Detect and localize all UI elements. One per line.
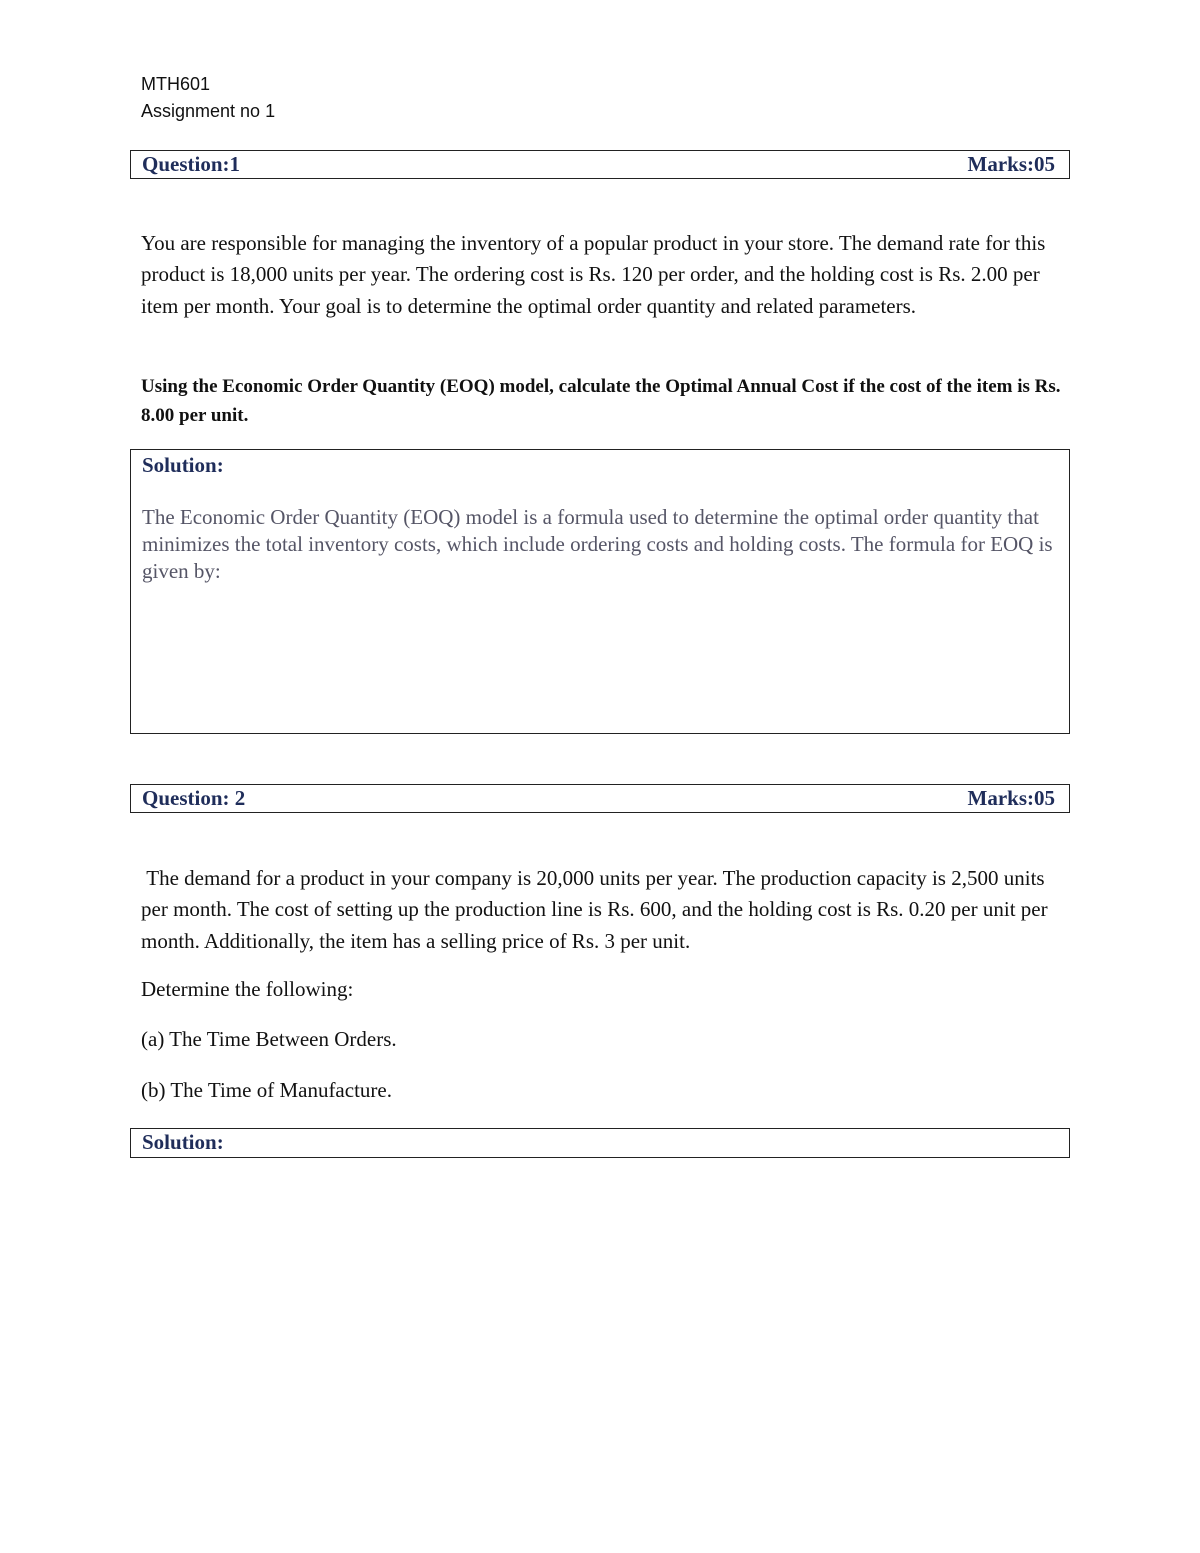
question-2-label: Question: 2	[142, 786, 246, 810]
question-1-text: You are responsible for managing the inventory of a popular product in your store. The demand rate for this product is 18,000 units per year. The ordering cost is Rs. 120 per order, and the holding cost is Rs. 2.00 per item per month. Your goal is to determine the optimal order quantity and related parameters.	[141, 231, 1046, 318]
question-2-header	[130, 784, 1070, 813]
question-1-solution-box	[130, 449, 1070, 734]
question-1-label: Question:1	[142, 152, 241, 176]
question-1-solution-text: The Economic Order Quantity (EOQ) model is a formula used to determine the optimal order quantity that minimizes the total inventory costs, which include ordering costs and holding costs. The formula for EOQ is given by:	[142, 505, 1053, 583]
question-2-prompt: Determine the following:	[141, 977, 354, 1001]
question-2-marks: Marks:05	[967, 786, 1055, 810]
question-1-solution-label: Solution:	[142, 453, 224, 477]
question-2-text: The demand for a product in your company is 20,000 units per year. The production capacity is 2,500 units per month. The cost of setting up the production line is Rs. 600, and the holding cost is Rs. 0.20 per unit per month. Additionally, the item has a selling price of Rs. 3 per unit.	[141, 866, 1053, 953]
course-code: MTH601	[141, 74, 211, 94]
question-2-solution-box	[130, 1128, 1070, 1158]
question-2-part-a: (a) The Time Between Orders.	[141, 1027, 397, 1051]
question-1-header	[130, 150, 1070, 179]
question-2-solution-label: Solution:	[142, 1130, 224, 1154]
question-1-marks: Marks:05	[967, 152, 1055, 176]
question-1-instruction: Using the Economic Order Quantity (EOQ) model, calculate the Optimal Annual Cost if the cost of the item is Rs. 8.00 per unit.	[141, 376, 1061, 426]
question-2-part-b: (b) The Time of Manufacture.	[141, 1078, 392, 1102]
assignment-title: Assignment no 1	[141, 101, 276, 121]
